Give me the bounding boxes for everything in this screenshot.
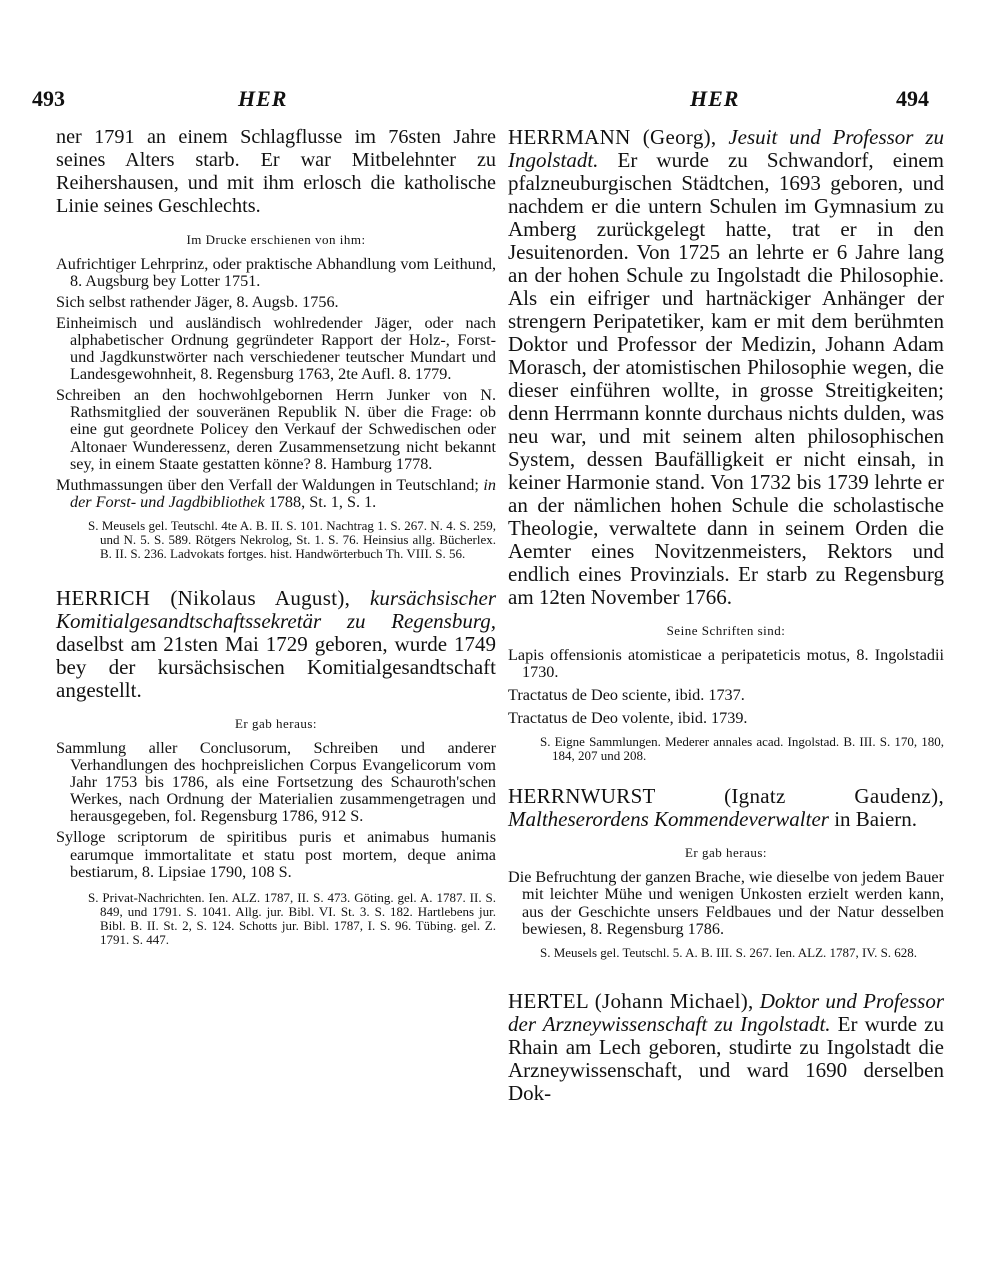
reference-note: S. Privat-Nachrichten. Ien. ALZ. 1787, II. S. 473. Göting. gel. A. 1787. II. S. 849, und 1791. S. 1041. Allg. jur. Bibl. VI. St. 3. S. 182. Hartlebens jur. Bibl. B. II. St. 2, S. 124. Schotts jur. Bibl. 1787, I. S. 96. Tübing. gel. Z. 1791. S. 447. xyxy=(88,889,496,947)
entry-text: Er wurde zu Schwandorf, einem pfalzneuburgischen Städtchen, 1693 geboren, und nachdem er die untern Schulen im Gymnasium zu Amberg zurückgelegt hatte, trat er in den Jesuitenorden. Von 1725 an lehrte er 6 Jahre lang an der hohen Schule zu Ingolstadt die Philosophie. Als ein eifriger und hartnäckiger Anhänger der strengern Peripatetiker, kam er mit dem berühmten Doktor und Professor der Medizin, Johann Adam Morasch, der atomistischen Philosophie wegen, die dieser einführen wollte, in grosse Streitigkeiten; denn Herrmann konnte durchaus nichts dulden, was neu war, und mit seinem alten philosophischen System, dessen Baufälligkeit er nicht einsah, in keiner Harmonie stand. Von 1732 bis 1739 lehrte er an der nämlichen hohen Schule die scholastische Theologie, verwaltete dann in seinem Orden die Aemter eines Novitzenmeisters, Rektors und endlich eines Provinzials. Er starb zu Regensburg am 12ten November 1766. xyxy=(508,148,945,609)
entry-herrnwurst xyxy=(508,785,944,831)
reference-note: S. Meusels gel. Teutschl. 5. A. B. III. S. 267. Ien. ALZ. 1787, IV. S. 628. xyxy=(540,944,918,960)
entry-name: HERTEL (Johann Michael), xyxy=(508,988,754,1013)
work-item: Aufrichtiger Lehrprinz, oder praktische Abhandlung vom Leithund, 8. Augsburg bey Lotter 1751. xyxy=(56,254,496,290)
page-number-right: 494 xyxy=(896,86,929,111)
entry-text: Er wurde zu Rhain am Lech geboren, studirte zu Ingolstadt die Arzneywissenschaft, und ward 1690 derselben Dok- xyxy=(508,1011,945,1105)
works-subheading: Er gab heraus: xyxy=(684,845,768,861)
entry-text: daselbst am 21sten Mai 1729 geboren, wurde 1749 bey der kursächsischen Komitialgesandtschaft angestellt. xyxy=(56,631,496,702)
page-number-left: 493 xyxy=(32,86,65,111)
entry-name: HERRNWURST (Ignatz Gaudenz), xyxy=(508,784,944,809)
intro-paragraph: ner 1791 an einem Schlagflusse im 76sten Jahre seines Alters starb. Er war Mitbelehnter zu Reihershausen, und mit ihm erlosch die katholische Linie seines Geschlechts. xyxy=(56,126,496,217)
work-text: 1788, St. 1, S. 1. xyxy=(268,492,377,511)
works-subheading: Im Drucke erschienen von ihm: xyxy=(186,231,366,247)
work-item: Lapis offensionis atomisticae a peripateticis motus, 8. Ingolstadii 1730. xyxy=(508,646,944,682)
entry-text: in Baiern. xyxy=(834,807,918,832)
running-head-right: HER xyxy=(690,86,740,111)
work-item xyxy=(56,477,496,511)
left-column xyxy=(56,126,496,947)
entry-title: kursächsischer Komitialgesandtschaftssekretär zu Regensburg, xyxy=(56,585,496,633)
entry-hertel xyxy=(508,990,944,1105)
entry-title: Jesuit und Professor zu Ingolstadt. xyxy=(508,125,944,172)
work-item: Sich selbst rathender Jäger, 8. Augsb. 1756. xyxy=(56,292,339,311)
works-subheading: Er gab heraus: xyxy=(234,715,318,731)
work-item: Die Befruchtung der ganzen Brache, wie dieselbe von jedem Bauer mit leichter Mühe und wenigen Unkosten erzielt werden kann, aus der Geschichte unsers Feldbaues und der Natur desselben bewiesen, 8. Regensburg 1786. xyxy=(508,868,944,938)
entry-title: Doktor und Professor der Arzneywissenschaft zu Ingolstadt. xyxy=(508,988,944,1036)
work-text: Muthmassungen über den Verfall der Waldungen in Teutschland; xyxy=(56,475,479,494)
entry-title: Maltheserordens Kommendeverwalter xyxy=(508,807,829,832)
running-head-left: HER xyxy=(238,86,288,111)
work-item: Tractatus de Deo volente, ibid. 1739. xyxy=(508,709,748,728)
work-item: Sylloge scriptorum de spiritibus puris et animabus humanis earumque immortalitate et statu post mortem, deque anima bestiarum, 8. Lipsiae 1790, 108 S. xyxy=(56,828,496,881)
works-subheading: Seine Schriften sind: xyxy=(666,623,786,638)
work-source: in der Forst- und Jagdbibliothek xyxy=(70,475,497,511)
work-item: Sammlung aller Conclusorum, Schreiben und anderer Verhandlungen des hochpreislichen Corpus Evangelicorum vom Jahr 1753 bis 1786, als eine Fortsetzung des Schauroth'schen Werkes, nach Ordnung der Materialien zusammengetragen und herausgegeben, fol. Regensburg 1786, 912 S. xyxy=(56,738,496,826)
work-item: Einheimisch und ausländisch wohlredender Jäger, oder nach alphabetischer Ordnung gegründeter Rapport der Holz-, Forst- und Jagdkunstwörter nach verschiedener teutscher Mundart und Landesgewohnheit, 8. Regensburg 1763, 2te Aufl. 8. 1779. xyxy=(56,313,496,384)
work-item: Tractatus de Deo sciente, ibid. 1737. xyxy=(508,686,745,705)
reference-note: S. Meusels gel. Teutschl. 4te A. B. II. S. 101. Nachtrag 1. S. 267. N. 4. S. 259, und N. 5. S. 589. Rötgers Nekrolog, St. 1. S. 76. Heinsius allg. Bücherlex. B. II. S. 236. Ladvokats fortges. hist. Handwörterbuch Th. VIII. S. 56. xyxy=(88,517,496,561)
work-item: Schreiben an den hochwohlgebornen Herrn Junker von N. Rathsmitglied der souveränen Republik N. über die Frage: ob eine gut geordnete Policey den Verkauf der Schwedischen oder Altonaer Wunderessenz, deren Zusammensetzung nicht bekannt sey, in einem Staate gestatten könne? 8. Hamburg 1778. xyxy=(56,386,496,473)
entry-herrmann xyxy=(508,126,944,609)
entry-herrich xyxy=(56,587,496,702)
right-column xyxy=(508,126,944,1105)
entry-name: HERRMANN (Georg), xyxy=(508,125,717,149)
entry-name: HERRICH (Nikolaus August), xyxy=(56,585,351,610)
reference-note: S. Eigne Sammlungen. Mederer annales acad. Ingolstad. B. III. S. 170, 180, 184, 207 und 208. xyxy=(540,734,944,764)
